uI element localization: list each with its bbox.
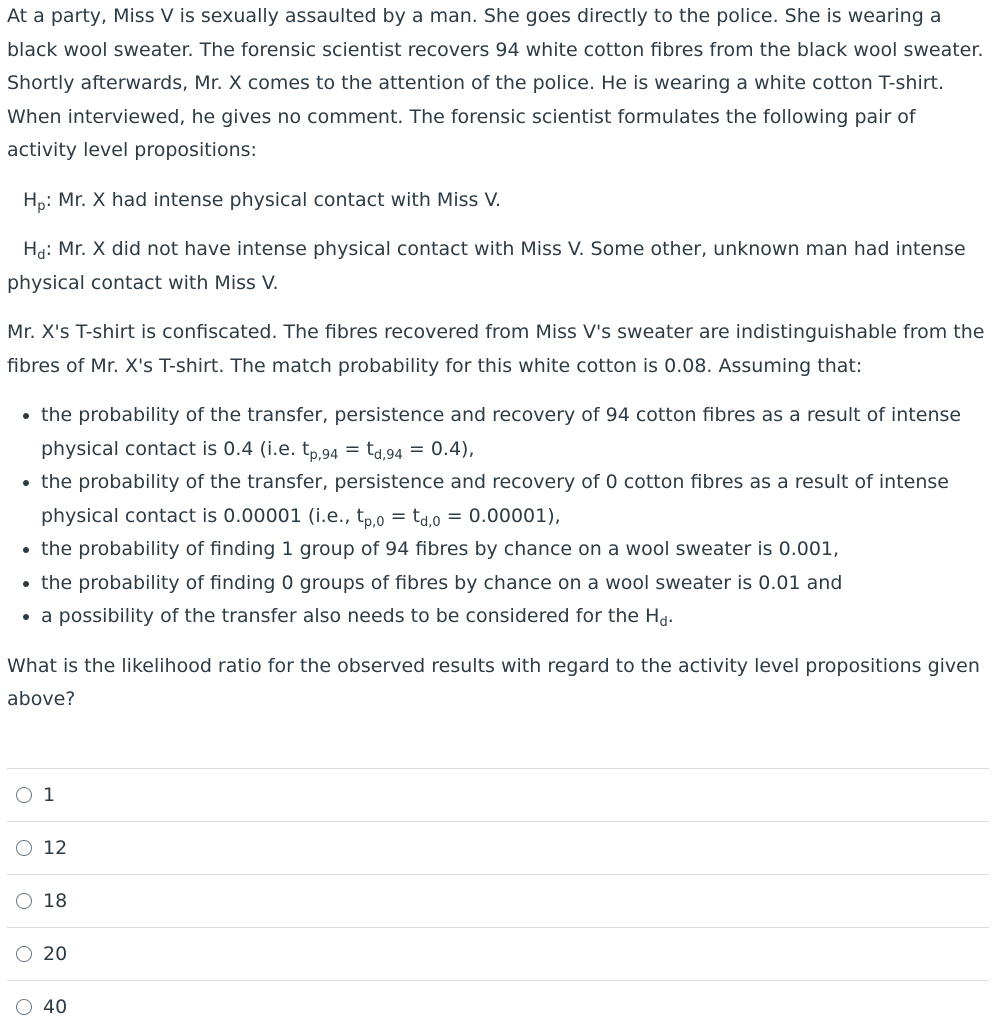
answer-label: 40 — [43, 996, 68, 1018]
proposition-hd — [7, 233, 989, 300]
hd-label: H — [23, 238, 38, 260]
answer-label: 12 — [43, 837, 68, 859]
hp-label: H — [23, 188, 38, 211]
hp-text: : Mr. X had intense physical contact with Miss V. — [45, 188, 502, 211]
answer-option-5[interactable] — [7, 980, 989, 1033]
answer-label: 18 — [43, 890, 68, 912]
assumption-item: • the probability of the transfer, persistence and recovery of 0 cotton fibres as a result of intense physical contact is 0.00001 (i.e., $t_{p,0} = t_{d,0} = 0.00001$), — [41, 466, 989, 533]
assumption-item: • a possibility of the transfer also needs to be considered for the $H_d$. — [41, 600, 989, 634]
assumption-item: • the probability of the transfer, persistence and recovery of 94 cotton fibres as a result of intense physical contact is 0.4 (i.e. $t_{p,94} = t_{d,94} = 0.4$), — [41, 399, 989, 466]
radio-button[interactable] — [16, 999, 32, 1015]
answer-option-4[interactable] — [7, 927, 989, 980]
assumption-list — [7, 399, 989, 634]
radio-button[interactable] — [16, 787, 32, 803]
hd-sub: d — [37, 248, 46, 263]
hp-sub: p — [37, 198, 46, 214]
question-intro: At a party, Miss V is sexually assaulted by a man. She goes directly to the police. She is wearing a black wool sweater. The forensic scientist recovers 94 white cotton fibres from the black wool sweater. Shortly afterwards, Mr. X comes to the attention of the police. He is wearing a white cotton T-shirt. When interviewed, he gives no comment. The forensic scientist formulates the following pair of activity level propositions: — [7, 5, 984, 161]
answer-list — [7, 768, 989, 1033]
answer-option-3[interactable] — [7, 874, 989, 927]
radio-button[interactable] — [16, 840, 32, 856]
answer-label: 20 — [43, 943, 68, 965]
radio-button[interactable] — [16, 893, 32, 909]
answer-label: 1 — [43, 784, 56, 806]
answer-option-1[interactable] — [7, 768, 989, 821]
assumption-item: • the probability of finding 0 groups of fibres by chance on a wool sweater is 0.01 and — [41, 567, 989, 601]
proposition-hp — [7, 184, 989, 218]
answer-option-2[interactable] — [7, 821, 989, 874]
assumption-item: • the probability of finding 1 group of 94 fibres by chance on a wool sweater is 0.001, — [41, 533, 989, 567]
radio-button[interactable] — [16, 946, 32, 962]
question-context: Mr. X's T-shirt is confiscated. The fibres recovered from Miss V's sweater are indistinguishable from the fibres of Mr. X's T-shirt. The match probability for this white cotton is 0.08. Assuming that: — [7, 321, 985, 377]
hd-text: : Mr. X did not have intense physical contact with Miss V. Some other, unknown man had intense physical contact with Miss V. — [7, 238, 966, 294]
question-prompt: What is the likelihood ratio for the observed results with regard to the activity level propositions given above? — [7, 654, 980, 710]
question-text — [7, 0, 989, 717]
